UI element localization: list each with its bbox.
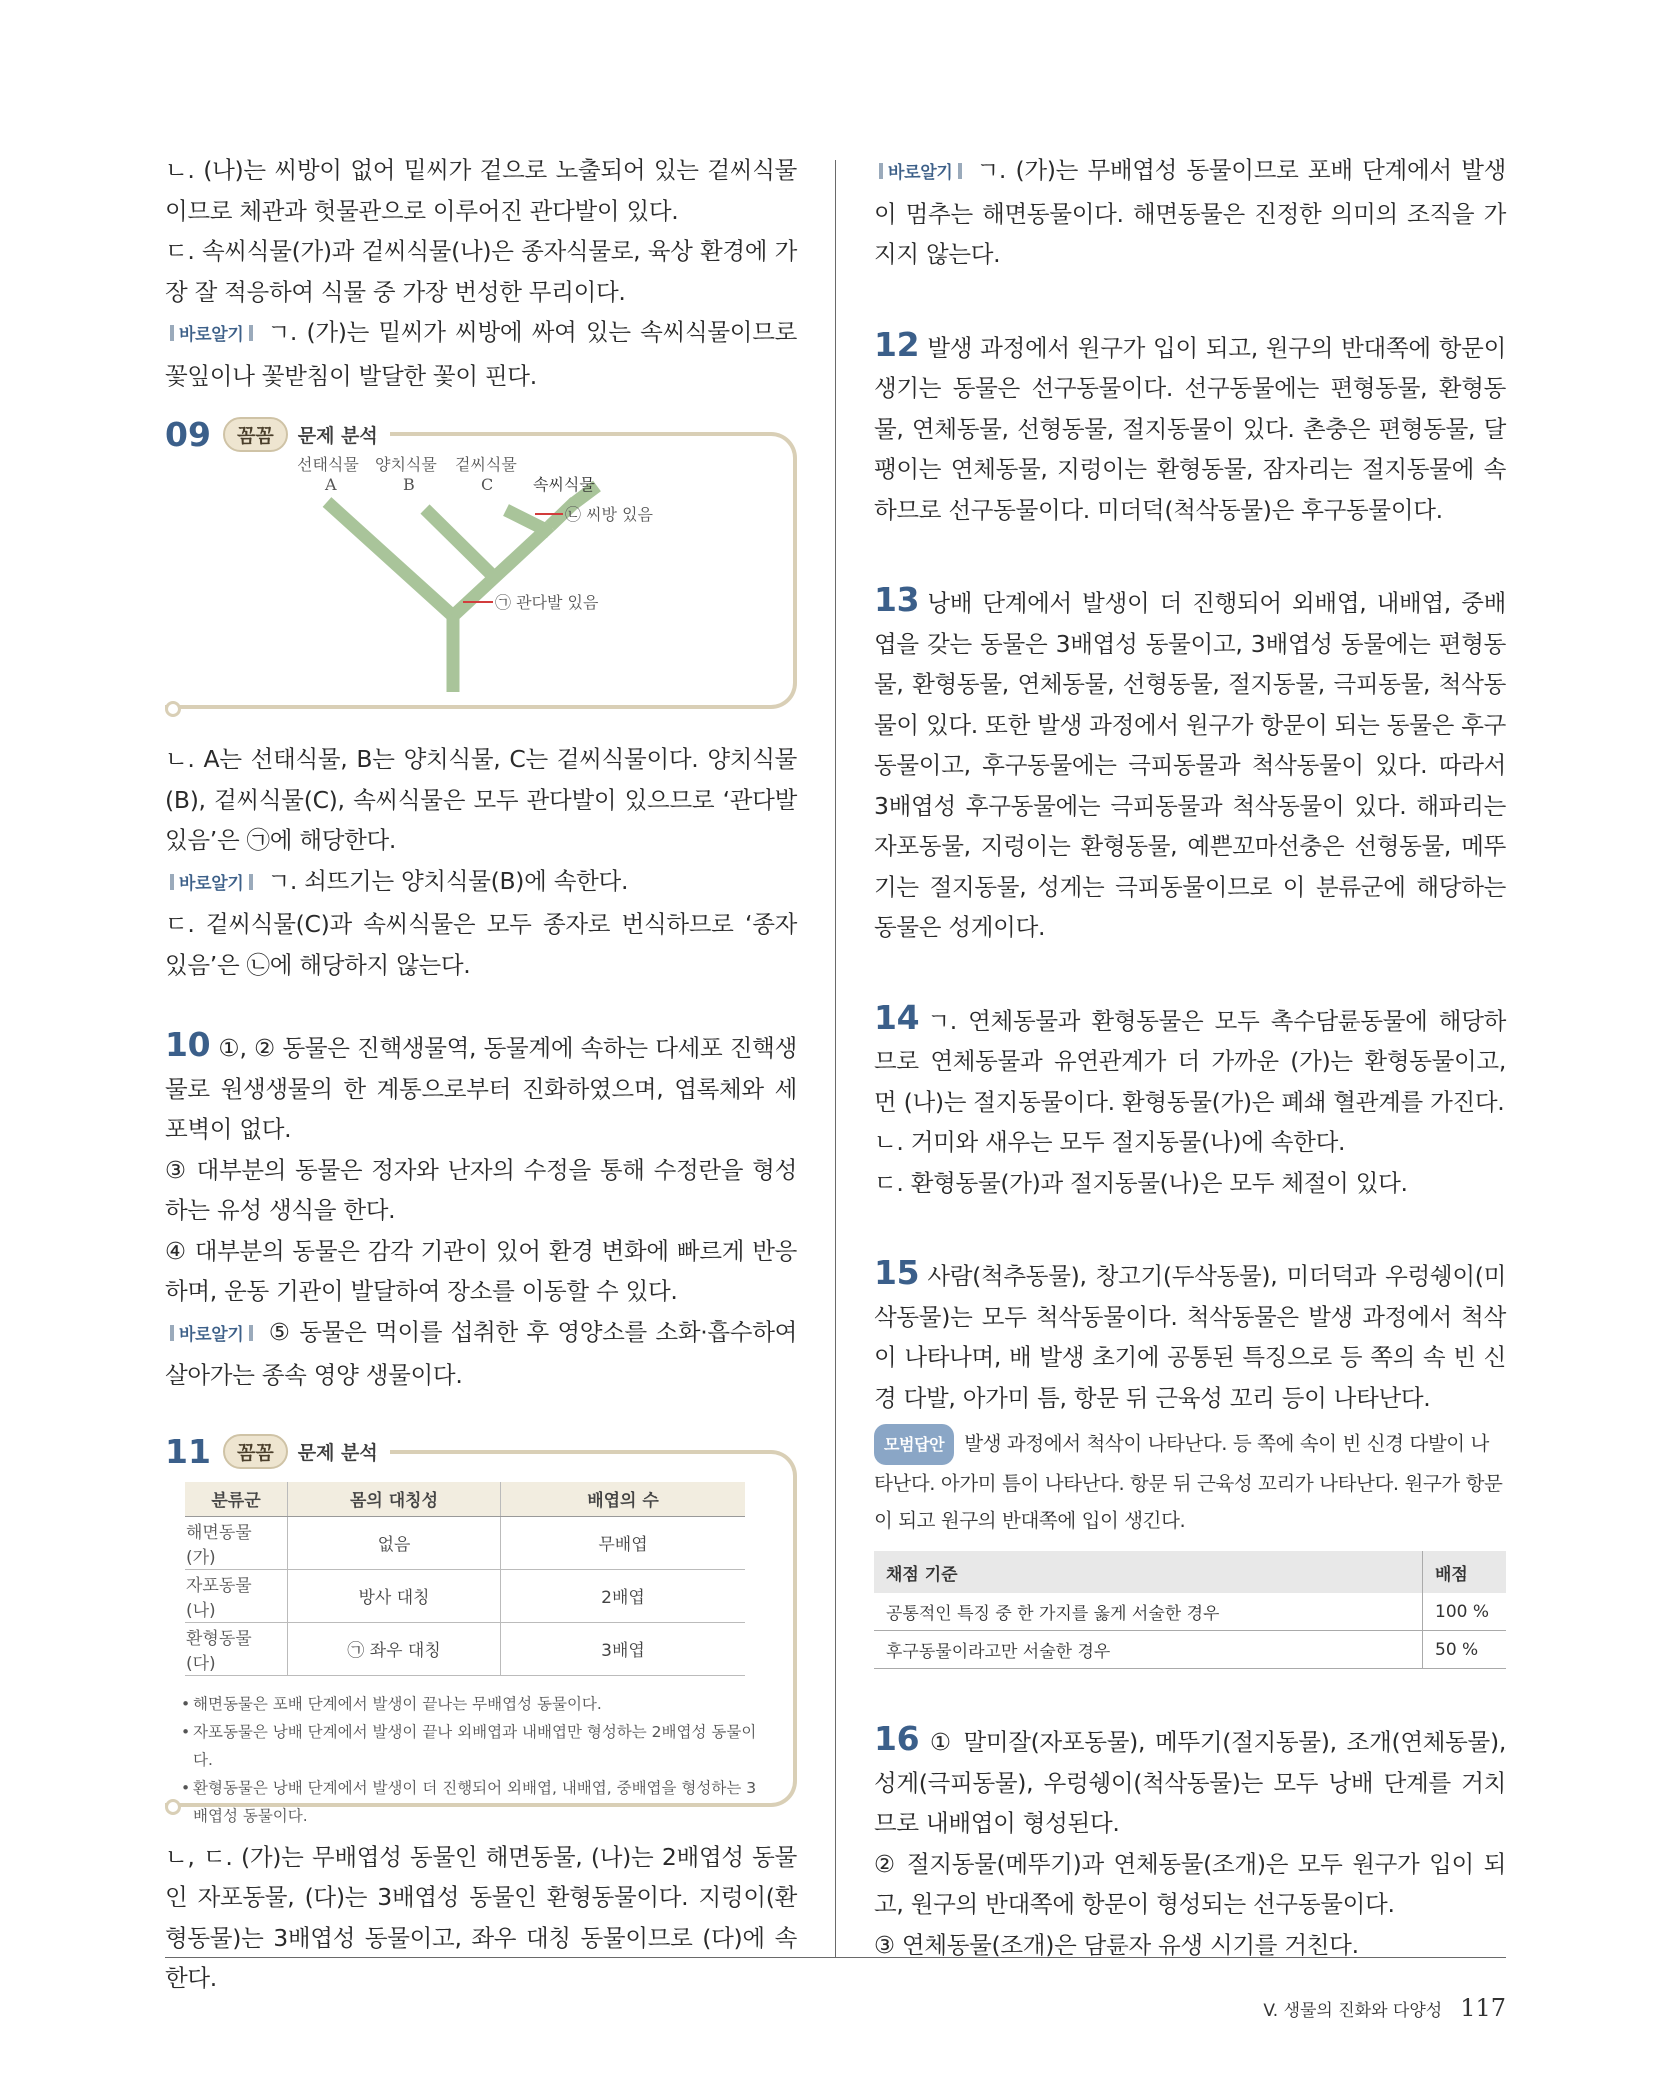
panel-title: 문제 분석: [297, 424, 378, 447]
list-item: • 해면동물은 포배 단계에서 발생이 끝나는 무배엽성 동물이다.: [181, 1690, 767, 1718]
phylogeny-tree-diagram: [165, 454, 797, 704]
q16-text: 16 ① 말미잘(자포동물), 메뚜기(절지동물), 조개(연체동물), 성게(극피동물), 우렁쉥이(척삭동물)는 모두 낭배 단계를 거치므로 내배엽이 형성된다.: [874, 1719, 1506, 1837]
table-row: 자포동물 (나) 방사 대칭 2배엽: [185, 1569, 745, 1622]
table-row: 공통적인 특징 중 한 가지를 옳게 서술한 경우 100 %: [874, 1593, 1506, 1631]
q13-text: 13 낭배 단계에서 발생이 더 진행되어 외배엽, 내배엽, 중배엽을 갖는 동물은 3배엽성 동물이고, 3배엽성 동물에는 편형동물, 환형동물, 연체동물, 선형동물, 절지동물, 극피동물, 척삭동물이 있다. 또한 발생 과정에서 원구가 항문이 되는 동물은 후구동물이고, 후구동물에는 극피동물과 척삭동물이 있다. 따라서 3배엽성 후구동물에는 극피동물과 척삭동물이 있다. 해파리는 자포동물, 지렁이는 환형동물, 예쁜꼬마선충은 선형동물, 메뚜기는 절지동물, 성게는 극피동물이므로 이 분류군에 해당하는 동물은 성게이다.: [874, 580, 1506, 941]
table-header: 배점: [1423, 1551, 1507, 1593]
question-number: 14: [874, 997, 920, 1037]
analysis-notes: [165, 1690, 797, 1830]
panel-header: [165, 414, 390, 454]
page-number: 117: [1460, 1994, 1506, 2022]
text-block: ㄷ. 겉씨식물(C)과 속씨식물은 모두 종자로 번식하므로 ‘종자 있음’은 ㉡에 해당하지 않는다.: [165, 910, 797, 979]
letter-a: A: [325, 475, 337, 494]
q15-text: 15 사람(척추동물), 창고기(두삭동물), 미더덕과 우렁쉥이(미삭동물)는 모두 척삭동물이다. 척삭동물은 발생 과정에서 척삭이 나타나며, 배 발생 초기에 공통된 특징으로 등 쪽의 속 빈 신경 다발, 아가미 틈, 항문 뒤 근육성 꼬리 등이 나타난다.: [874, 1253, 1506, 1412]
panel-dot-icon: [165, 1799, 181, 1815]
right-column: [874, 150, 1506, 1965]
model-answer: 모범답안 발생 과정에서 척삭이 나타난다. 등 쪽에 속이 빈 신경 다발이 나타난다. 아가미 틈이 나타난다. 항문 뒤 근육성 꼬리가 나타난다. 원구가 항문이 되고 원구의 반대쪽에 입이 생긴다.: [874, 1424, 1506, 1539]
question-number: 12: [874, 324, 920, 364]
q10-text: 10 ①, ② 동물은 진핵생물역, 동물계에 속하는 다세포 진핵생물로 원생생물의 한 계통으로부터 진화하였으며, 엽록체와 세포벽이 없다.: [165, 1025, 797, 1143]
left-column: [165, 150, 797, 1999]
baro-badge: 바로알기: [165, 864, 258, 905]
text-block: ㄴ. A는 선태식물, B는 양치식물, C는 겉씨식물이다. 양치식물(B), 겉씨식물(C), 속씨식물은 모두 관다발이 있으므로 ‘관다발 있음’은 ㉠에 해당한다.: [165, 745, 797, 854]
panel-title: 문제 분석: [297, 1442, 378, 1464]
list-item: • 자포동물은 낭배 단계에서 발생이 끝나 외배엽과 내배엽만 형성하는 2배엽성 동물이다.: [181, 1718, 767, 1774]
question-number: 13: [874, 580, 920, 619]
question-number: 09: [165, 414, 211, 454]
text-block: ④ 대부분의 동물은 감각 기관이 있어 환경 변화에 빠르게 반응하며, 운동 기관이 발달하여 장소를 이동할 수 있다.: [165, 1236, 797, 1305]
table-header: 몸의 대칭성: [288, 1482, 501, 1517]
table-header: 분류군: [185, 1482, 288, 1517]
label-gymnosperm: 겉씨식물: [455, 455, 517, 474]
q11-analysis-panel: [165, 1432, 797, 1825]
letter-b: B: [403, 475, 415, 494]
table-header: 배엽의 수: [501, 1482, 746, 1517]
text-block: ㄴ, ㄷ. (가)는 무배엽성 동물인 해면동물, (나)는 2배엽성 동물인 자포동물, (다)는 3배엽성 동물인 환형동물이다. 지렁이(환형동물)는 3배엽성 동물이고, 좌우 대칭 동물이므로 (다)에 속한다.: [165, 1842, 797, 1992]
text-block: ② 절지동물(메뚜기)과 연체동물(조개)은 모두 원구가 입이 되고, 원구의 반대쪽에 항문이 형성되는 선구동물이다.: [874, 1849, 1506, 1918]
text-block: ③ 연체동물(조개)은 담륜자 유생 시기를 거친다.: [874, 1930, 1359, 1959]
question-number: 10: [165, 1025, 211, 1064]
question-number: 16: [874, 1719, 920, 1758]
text-block: ㄴ. 거미와 새우는 모두 절지동물(나)에 속한다.: [874, 1128, 1346, 1156]
kkomkkom-badge: 꼼꼼: [223, 417, 288, 452]
table-row: 환형동물 (다) ㉠ 좌우 대칭 3배엽: [185, 1622, 745, 1675]
q14-text: 14 ㄱ. 연체동물과 환형동물은 모두 촉수담륜동물에 해당하므로 연체동물과 유연관계가 더 가까운 (가)는 환형동물이고, 먼 (나)는 절지동물이다. 환형동물(가)은 폐쇄 혈관계를 가진다.: [874, 997, 1506, 1116]
model-answer-badge: 모범답안: [874, 1424, 954, 1465]
label-moss: 선태식물: [297, 455, 359, 474]
text-block: ㄷ. 환형동물(가)과 절지동물(나)은 모두 체절이 있다.: [874, 1168, 1408, 1197]
text-block: ㄴ. (나)는 씨방이 없어 밑씨가 겉으로 노출되어 있는 겉씨식물이므로 체관과 헛물관으로 이루어진 관다발이 있다.: [165, 156, 797, 225]
mark-vascular-label: ㉠ 관다발 있음: [495, 593, 599, 612]
label-angiosperm: 속씨식물: [533, 475, 595, 494]
baro-badge: 바로알기: [874, 153, 967, 194]
kkomkkom-badge: 꼼꼼: [223, 1434, 288, 1469]
table-row: 해면동물 (가) 없음 무배엽: [185, 1516, 745, 1569]
question-number: 11: [165, 1432, 211, 1471]
column-divider: [835, 160, 836, 1957]
question-number: 15: [874, 1253, 920, 1292]
table-header: 채점 기준: [874, 1551, 1423, 1593]
baro-badge: 바로알기: [165, 1315, 258, 1356]
panel-header: [165, 1432, 390, 1472]
branch-b: [425, 509, 493, 576]
q12-text: 12 발생 과정에서 원구가 입이 되고, 원구의 반대쪽에 항문이 생기는 동물은 선구동물이다. 선구동물에는 편형동물, 환형동물, 연체동물, 선형동물, 절지동물이 있다. 촌충은 편형동물, 달팽이는 연체동물, 지렁이는 환형동물, 잠자리는 절지동물에 속하므로 선구동물이다. 미더덕(척삭동물)은 후구동물이다.: [874, 324, 1506, 524]
q09-analysis-panel: [165, 414, 797, 709]
baro-badge: 바로알기: [165, 315, 258, 356]
text-block: ③ 대부분의 동물은 정자와 난자의 수정을 통해 수정란을 형성하는 유성 생식을 한다.: [165, 1155, 797, 1224]
text-block: 바로알기 ㄱ. 쇠뜨기는 양치식물(B)에 속한다.: [165, 861, 797, 905]
list-item: • 환형동물은 낭배 단계에서 발생이 더 진행되어 외배엽, 내배엽, 중배엽을 형성하는 3배엽성 동물이다.: [181, 1774, 767, 1830]
grading-table: [874, 1551, 1506, 1669]
text-block: 바로알기 ㄱ. (가)는 밑씨가 씨방에 싸여 있는 속씨식물이므로 꽃잎이나 꽃받침이 발달한 꽃이 핀다.: [165, 312, 797, 396]
section-title: V. 생물의 진화와 다양성: [1263, 2000, 1443, 2021]
table-row: 후구동물이라고만 서술한 경우 50 %: [874, 1631, 1506, 1669]
text-block: 바로알기 ⑤ 동물은 먹이를 섭취한 후 영양소를 소화·흡수하여 살아가는 종속 영양 생물이다.: [165, 1312, 797, 1396]
mark-ovary-label: ㉡ 씨방 있음: [565, 505, 653, 524]
page-footer: [1263, 1994, 1506, 2022]
text-block: ㄷ. 속씨식물(가)과 겉씨식물(나)은 종자식물로, 육상 환경에 가장 잘 적응하여 식물 중 가장 번성한 무리이다.: [165, 237, 797, 306]
label-fern: 양치식물: [375, 455, 437, 474]
text-block: 바로알기 ㄱ. (가)는 무배엽성 동물이므로 포배 단계에서 발생이 멈추는 해면동물이다. 해면동물은 진정한 의미의 조직을 가지지 않는다.: [874, 150, 1506, 275]
letter-c: C: [481, 475, 494, 494]
